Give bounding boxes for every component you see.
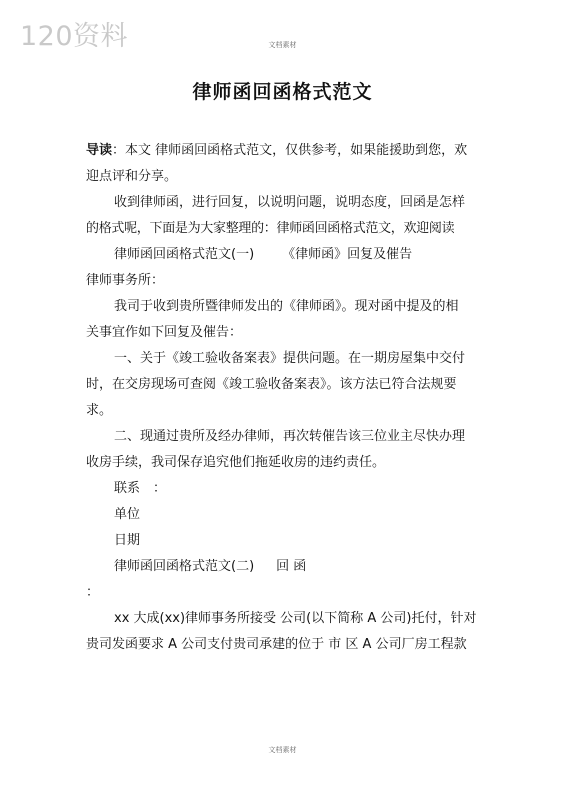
- paragraph-line: 时，在交房现场可查阅《竣工验收备案表》。该方法已符合法规要: [86, 377, 457, 392]
- date-line: 日期: [114, 533, 141, 548]
- unit-line: 单位: [114, 507, 141, 522]
- paragraph-line: 求。: [86, 403, 113, 418]
- paragraph-line: 收到律师函，进行回复，以说明问题，说明态度，回函是怎样: [114, 195, 466, 210]
- paragraph-line: 收房手续，我司保存追究他们拖延收房的违约责任。: [86, 455, 386, 470]
- paragraph-line: xx 大成(xx)律师事务所接受 公司(以下简称 A 公司)托付，针对: [114, 611, 477, 626]
- paragraph-line: 的格式呢，下面是为大家整理的：律师函回函格式范文，欢迎阅读: [86, 221, 455, 236]
- intro-text: ：本文 律师函回函格式范文，仅供参考，如果能援助到您，欢: [112, 143, 468, 158]
- document-title: 律师函回函格式范文: [192, 81, 373, 103]
- paragraph-line: 我司于收到贵所暨律师发出的《律师函》。现对函中提及的相: [114, 299, 459, 314]
- paragraph-line: 二、现通过贵所及经办律师，再次转催告该三位业主尽快办理: [114, 429, 466, 444]
- section-heading-1: [86, 242, 486, 268]
- document-body: [86, 138, 486, 658]
- paragraph-line: 贵司发函要求 A 公司支付贵司承建的位于 市 区 A 公司厂房工程款: [86, 637, 467, 652]
- section-title: 律师函回函格式范文(二): [114, 559, 255, 574]
- watermark-logo: 120资料: [20, 21, 129, 52]
- intro-line-2: 迎点评和分享。: [86, 169, 178, 184]
- colon-line: ：: [86, 585, 100, 600]
- section-heading-2: [86, 554, 486, 580]
- lead-label: 导读: [86, 143, 113, 158]
- page-footer: 文档素材: [268, 746, 297, 754]
- section-subtitle: 回 函: [276, 559, 307, 574]
- intro-line: [86, 138, 486, 164]
- page-header: 文档素材: [268, 41, 297, 49]
- section-title: 律师函回函格式范文(一): [114, 247, 255, 262]
- paragraph-line: 关事宜作如下回复及催告：: [86, 325, 243, 340]
- contact-line: 联系 ：: [114, 481, 167, 496]
- addressee: 律师事务所：: [86, 273, 165, 288]
- section-subtitle: 《律师函》回复及催告: [282, 247, 413, 262]
- paragraph-line: 一、关于《竣工验收备案表》提供问题。在一期房屋集中交付: [114, 351, 466, 366]
